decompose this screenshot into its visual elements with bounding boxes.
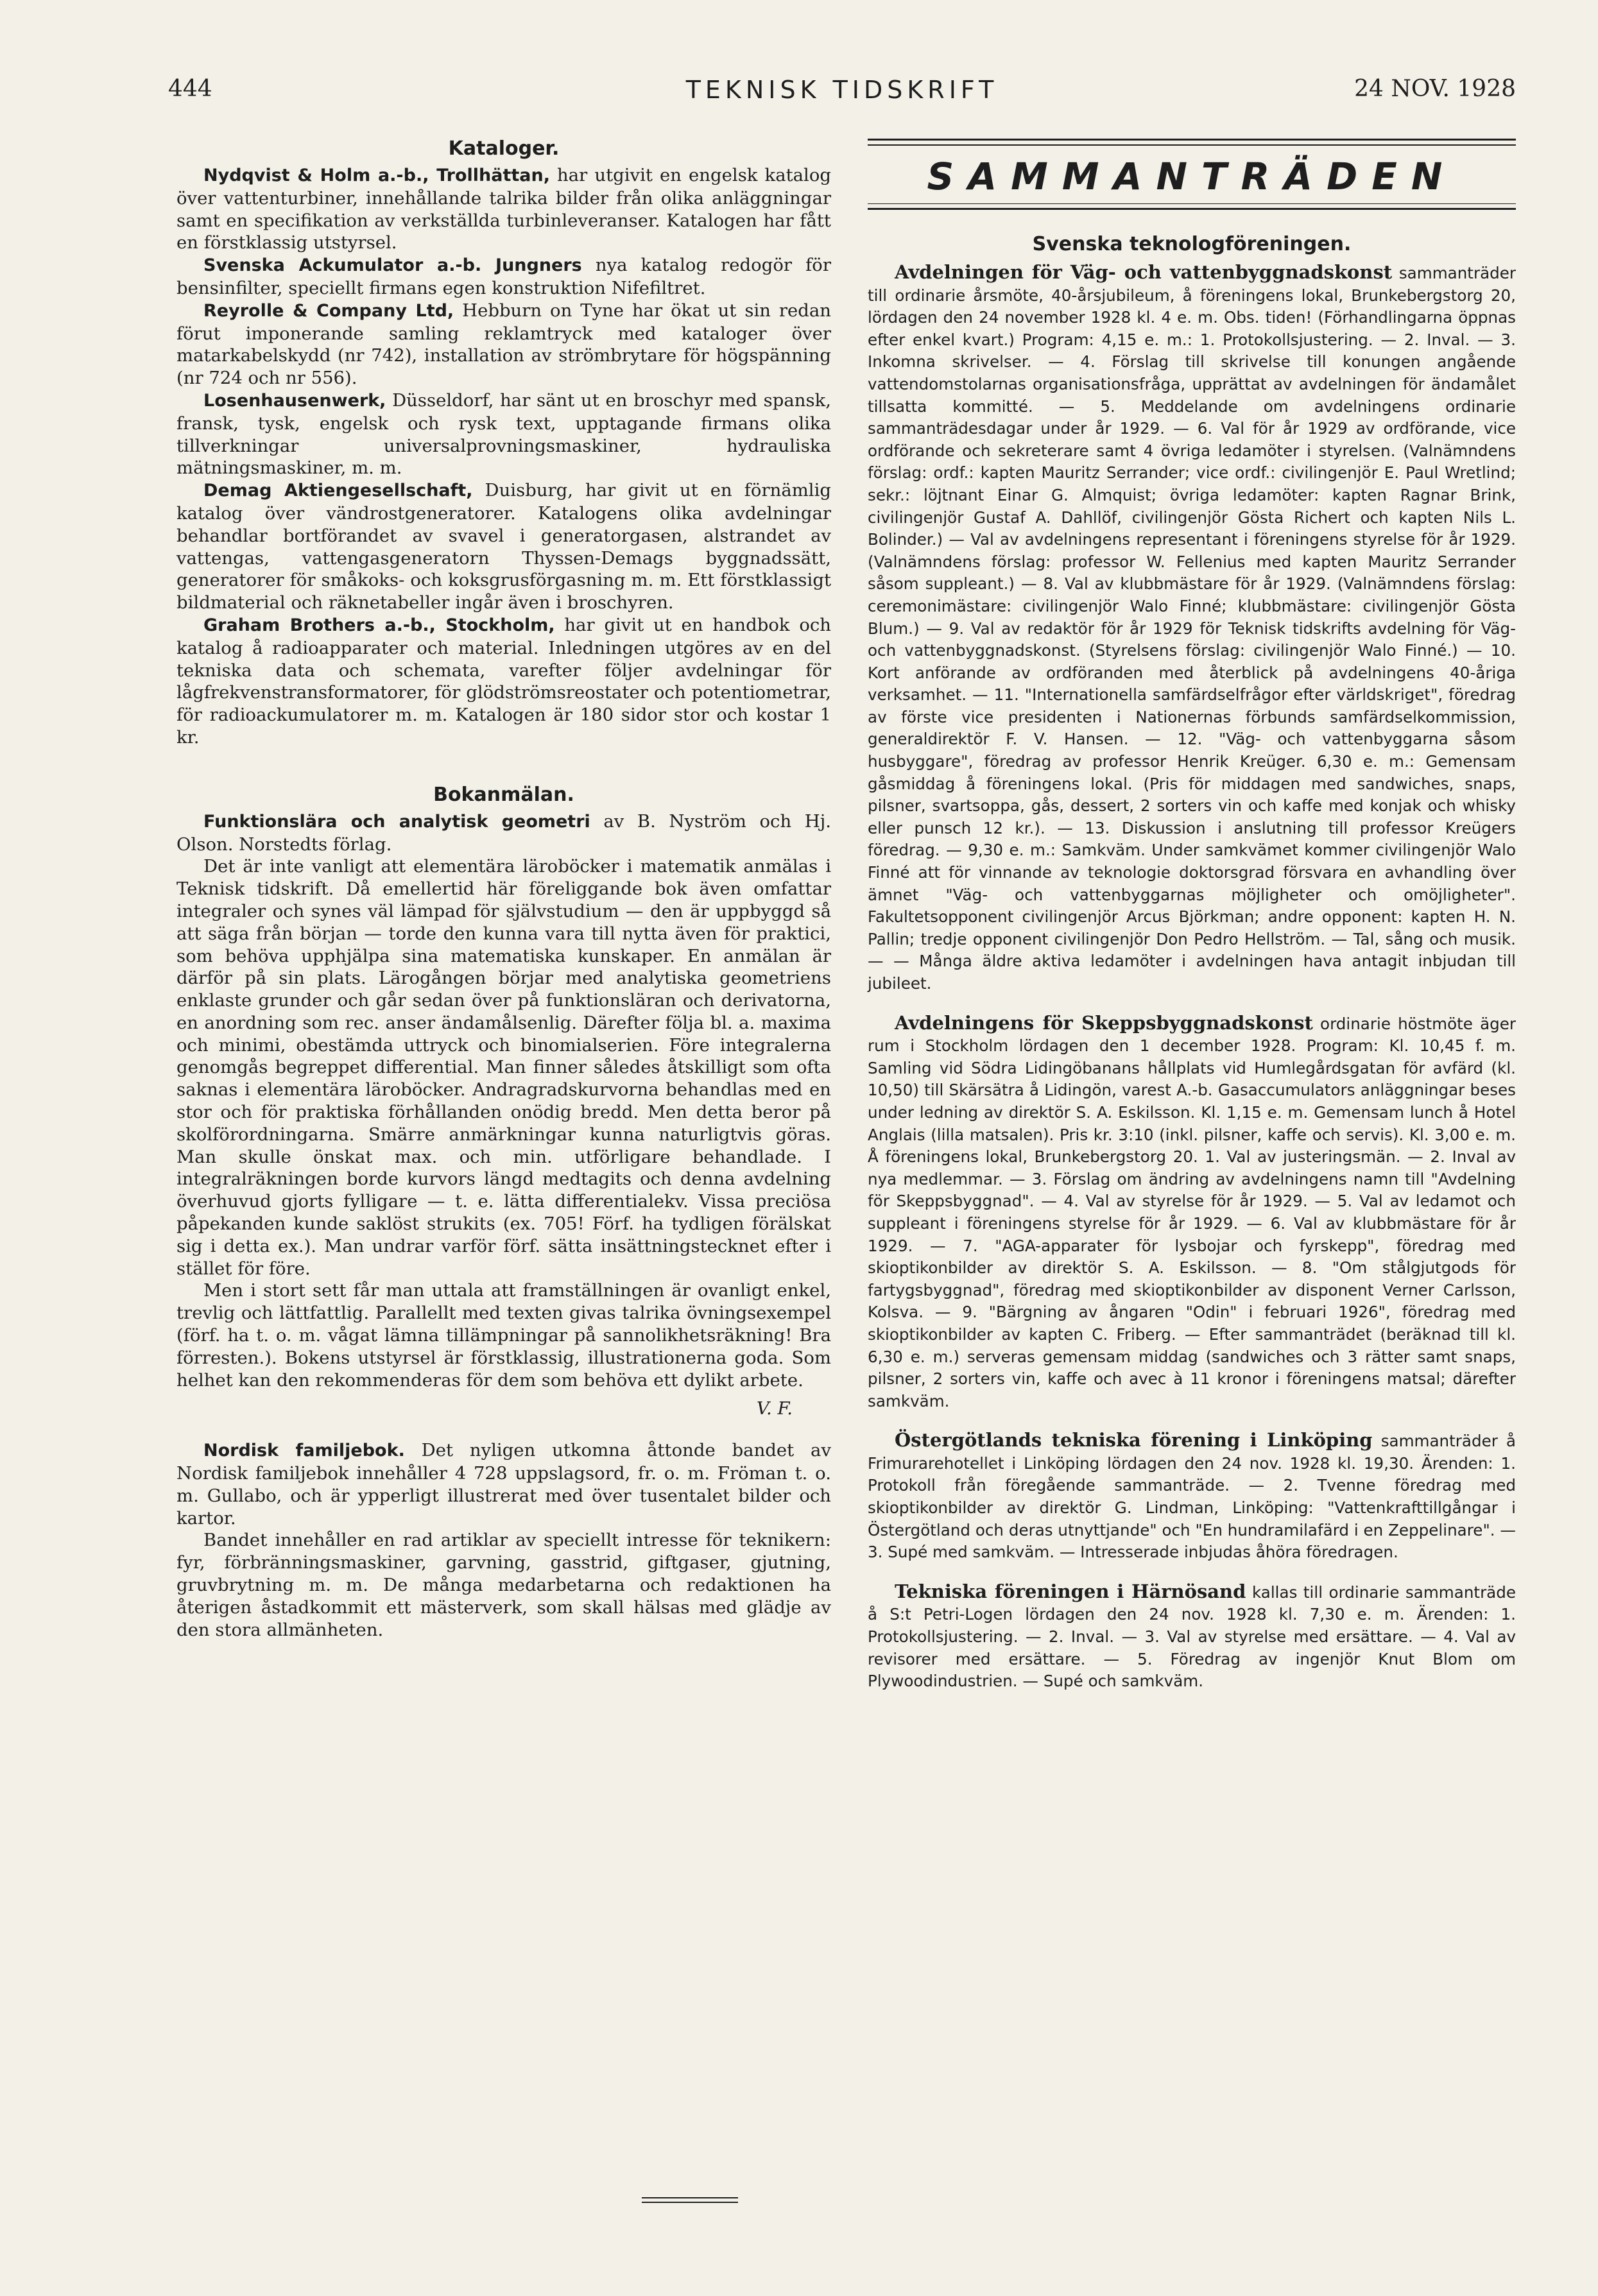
catalog-entry-text: Hebburn on Tyne har ökat ut sin redan förut imponerande samling reklamtryck med kataloger över matarkabelskydd (nr 742), installation av strömbrytare för högspänning (nr 724 och nr 556). <box>176 300 831 389</box>
catalog-entry <box>176 614 831 749</box>
meeting-lead: Avdelningen för Väg- och vattenbyggnadskonst <box>895 261 1393 283</box>
catalog-entry-lead: Demag Aktiengesellschaft, <box>203 481 473 501</box>
meeting-notice <box>868 1012 1516 1413</box>
catalog-entry <box>176 300 831 390</box>
meeting-text: sammanträder å Frimurarehotellet i Linköping lördagen den 24 nov. 1928 kl. 19,30. Ärenden: 1. Protokoll från föregående sammanträde. — 2. Tvenne föredrag med skioptikonbilder av direktör G. Lindman, Linköping: "Vattenkrafttillgångar i Östergötland och deras utnyttjande" och "En hundramilafärd i en Zeppelinare". — 3. Supé med samkväm. — Intresserade inbjudas åhöra föredragen. <box>868 1432 1516 1562</box>
banner-rule-top <box>868 139 1516 141</box>
meeting-lead: Tekniska föreningen i Härnösand <box>895 1580 1246 1602</box>
review-signature: V. F. <box>756 1398 793 1419</box>
meeting-notice <box>868 1581 1516 1693</box>
catalog-entry-lead: Reyrolle & Company Ltd, <box>203 300 454 321</box>
meeting-text: ordinarie höstmöte äger rum i Stockholm lördagen den 1 december 1928. Program: Kl. 10,45 f. m. Samling vid Södra Lidingöbanans hållplats vid Humlegårdsgatan för avfärd (kl. 10,50) till Skärsätra å Lidingön, varest A.-b. Gasaccumulators anläggningar beses under ledning av direktör S. A. Eskilsson. Kl. 1,15 e. m. Gemensam lunch å Hotel Anglais (lilla matsalen). Pris kr. 3:10 (inkl. pilsner, kaffe och servis). Kl. 3,00 e. m. Å föreningens lokal, Brunkebergstorg 20. 1. Val av justeringsmän. — 2. Inval av nya medlemmar. — 3. Förslag om ändring av avdelningens namn till "Avdelning för Skeppsbyggnad". — 4. Val av styrelse för år 1929. — 5. Val av ledamot och suppleant i föreningens styrelse för år 1929. — 6. Val av klubbmästare för år 1929. — 7. "AGA-apparater för lysbojar och fyrskepp", föredrag med skioptikonbilder av direktör S. A. Eskilsson. — 8. "Om stålgjutgods för fartygsbyggnad", föredrag med skioptikonbilder av disponent Verner Carlsson, Kolsva. — 9. "Bärgning av ångaren "Odin" i februari 1926", föredrag med skioptikonbilder av kapten C. Friberg. — Efter sammanträdet (beräknad till kl. 6,30 e. m.) serveras gemensam middag (sandwiches och 3 rätter samt snaps, pilsner, 2 sorters vin, kaffe och avec à 11 kronor i föreningens matsal; därefter samkväm. <box>868 1014 1516 1410</box>
review-title <box>176 810 831 856</box>
banner-rule-bottom <box>868 208 1516 210</box>
catalog-entry-text: Duisburg, har givit ut en förnämlig katalog över vändrostgeneratorer. Katalogens olika avdelningar behandlar bortförandet av svavel i generatorgasen, alstrandet av vattengas, vattengasgeneratorn Thyssen-Demags byggnadssätt, generatorer för småkoks- och koksgrusförgasning m. m. Ett förstklassigt bildmaterial och räknetabeller ingår även i broschyren. <box>176 480 831 613</box>
review-title-text: av B. Nyström och Hj. Olson. Norstedts förlag. <box>176 810 831 855</box>
familjebok-paragraph <box>176 1439 831 1529</box>
catalog-entry-lead: Nydqvist & Holm a.-b., Trollhättan, <box>203 166 550 185</box>
review-paragraph: Det är inte vanligt att elementära läroböcker i matematik anmälas i Teknisk tidskrift. Då emellertid här föreliggande bok även omfattar integraler och synes väl lämpad för självstudium — den är uppbyggd så att säga från början — torde den kunna vara till nytta även för praktici, som behöva upphjälpa sina matematiska kunskaper. En anmälan är därför på sin plats. Lärogången börjar med analytiska geometriens enklaste grunder och går sedan över på funktionsläran och derivatorna, en anordning som rec. anser ändamålsenlig. Därefter följa bl. a. maxima och minimi, obestämda uttryck och binomialserien. Före integralerna genomgås begreppet differential. Man finner således åtskilligt som ofta saknas i elementära läroböcker. Andragradskurvorna behandlas med en stor och för praktiska förhållanden onödig bredd. Men detta beror på skolförordningarna. Smärre anmärkningar kunna naturligtvis göras. Man skulle önskat max. och min. utförligare behandlade. I integralräkningen borde kurvors längd medtagits och denna avdelning överhuvud gjorts fylligare — t. e. lätta differentialekv. Vissa preciösa påpekanden kunde saklöst strukits (ex. 705! Förf. ha tydligen förälskat sig i detta ex.). Man undrar varför förf. sätta insättningstecknet efter i stället för före. <box>176 856 831 1279</box>
section-heading-kataloger: Kataloger. <box>448 137 560 160</box>
catalog-entry <box>176 254 831 300</box>
issue-date: 24 NOV. 1928 <box>1354 76 1516 102</box>
right-column <box>868 136 1516 1693</box>
page-number: 444 <box>168 76 212 102</box>
org-heading: Svenska teknologföreningen. <box>1032 233 1352 255</box>
meeting-text: kallas till ordinarie sammanträde å S:t Petri-Logen lördagen den 24 nov. 1928 kl. 7,30 e. m. Ärenden: 1. Protokollsjustering. — 2. Inval. — 3. Val av styrelse med ersättare. — 4. Val av revisorer med ersättare. — 5. Föredrag av ingenjör Knut Blom om Plywoodindustrien. — Supé och samkväm. <box>868 1582 1516 1691</box>
sammantraden-banner <box>868 139 1516 210</box>
catalog-entry-lead: Svenska Ackumulator a.-b. Jungners <box>203 255 582 276</box>
familjebok-lead: Nordisk familjebok. <box>203 1441 405 1461</box>
meeting-text: sammanträder till ordinarie årsmöte, 40-årsjubileum, å föreningens lokal, Brunkebergstorg 20, lördagen den 24 november 1928 kl. 4 e. m. Obs. tiden! (Förhandlingarna öppnas efter enkel kvart.) Program: 4,15 e. m.: 1. Protokollsjustering. — 2. Inval. — 3. Inkomna skrivelser. — 4. Förslag till skrivelse till konungen angående vattendomstolarnas organisationsfråga, upprättat av avdelningen för ändamålet tillsatta kommitté. — 5. Meddelande om avdelningens ordinarie sammanträdesdagar under år 1929. — 6. Val för år 1929 av ordförande, vice ordförande och sekreterare samt 4 övriga ledamöter i styrelsen. (Valnämndens förslag: ordf.: kapten Mauritz Serrander; vice ordf.: civilingenjör E. Paul Wretlind; sekr.: löjtnant Einar G. Almquist; övriga ledamöter: kapten Ragnar Brink, civilingenjör Gustaf A. Dahllöf, civilingenjör Gösta Richert och kapten Nils L. Bolinder.) — Val av avdelningens representant i föreningens styrelse för år 1929. (Valnämndens förslag: professor W. Fellenius med kapten Mauritz Serrander såsom suppleant.) — 8. Val av klubbmästare för år 1929. (Valnämndens förslag: ceremonimästare: civilingenjör Walo Finné; klubbmästare: civilingenjör Gösta Blum.) — 9. Val av redaktör för år 1929 för Teknisk tidskrifts avdelning för Väg- och vattenbyggnadskonst. (Styrelsens förslag: civilingenjör Walo Finné.) — 10. Kort anförande av ordföranden med återblick på avdelningens 40-åriga verksamhet. — 11. "Internationella samfärdselfrågor efter världskriget", föredrag av förste vice presidenten i Nationernas förbunds samfärdselkommission, generaldirektör F. V. Hansen. — 12. "Väg- och vattenbyggarna såsom husbyggare", föredrag av professor Henrik Kreüger. 6,30 e. m.: Gemensam gåsmiddag å föreningens lokal. (Pris för middagen med sandwiches, snaps, pilsner, svartsoppa, gås, dessert, 2 sorters vin och kaffe med konjak och whisky eller punsch 12 kr.). — 13. Diskussion i anslutning till professor Kreügers föredrag. — 9,30 e. m.: Samkväm. Under samkvämet kommer civilingenjör Walo Finné att för vinnande av teknologie doktorsgrad försvara en avhandling över ämnet "Väg- och vattenbyggarnas möjligheter och omöjligheter". Fakultetsopponent civilingenjör Arcus Björkman; andre opponent: kapten H. N. Pallin; tredje opponent civilingenjör Don Pedro Hellström. — Tal, sång och musik. — — Många äldre aktiva ledamöter i avdelningen hava antagit inbjudan till jubileet. <box>868 264 1516 993</box>
running-header <box>168 76 1516 114</box>
review-title-lead: Funktionslära och analytisk geometri <box>203 811 590 832</box>
banner-title: SAMMANTRÄDEN <box>927 154 1457 198</box>
meeting-notice <box>868 1429 1516 1564</box>
section-heading-bokanmalan: Bokanmälan. <box>433 783 574 806</box>
catalog-entry <box>176 479 831 614</box>
familjebok-paragraph-2: Bandet innehåller en rad artiklar av speciellt intresse för teknikern: fyr, förbränningsmaskiner, garvning, gasstrid, giftgaser, gjutning, gruvbrytning m. m. De många medarbetarna och redaktionen ha återigen åstadkommit ett mästerverk, som skall hälsas med glädje av den stora allmänheten. <box>176 1530 831 1640</box>
banner-rule-top-thin <box>868 144 1516 146</box>
catalog-entry-text: nya katalog redogör för bensinfilter, speciellt firmans egen konstruktion Nifefiltret. <box>176 255 831 298</box>
catalog-entry-lead: Graham Brothers a.-b., Stockholm, <box>203 615 555 635</box>
meeting-notice <box>868 261 1516 995</box>
journal-title: TEKNISK TIDSKRIFT <box>685 76 999 104</box>
banner-rule-bottom-thin <box>868 203 1516 205</box>
catalog-entry-lead: Losenhausenwerk, <box>203 390 386 411</box>
left-column <box>176 136 831 1641</box>
meeting-lead: Avdelningens för Skeppsbyggnadskonst <box>895 1011 1313 1034</box>
meeting-lead: Östergötlands tekniska förening i Linköping <box>895 1429 1373 1452</box>
catalog-entry-text: har givit ut en handbok och katalog å radioapparater och material. Inledningen utgöres av en del tekniska data och schemata, varefter följer avdelningar för lågfrekvenstransformatorer, för glödströmsreostater och potentiometrar, för radioackumulatorer m. m. Katalogen är 180 sidor stor och kostar 1 kr. <box>176 614 831 748</box>
catalog-entry <box>176 390 831 479</box>
catalog-entry-text: har utgivit en engelsk katalog över vattenturbiner, innehållande talrika bilder från olika anläggningar samt en specifikation av verkställda turbinleveranser. Katalogen har fått en förstklassig utstyrsel. <box>176 165 832 253</box>
familjebok-text: Det nyligen utkomna åttonde bandet av Nordisk familjebok innehåller 4 728 uppslagsord, fr. o. m. Fröman t. o. m. Gullabo, och är ypperligt illustrerat med över tusentalet bilder och kartor. <box>176 1440 831 1529</box>
end-rule <box>642 2197 738 2206</box>
catalog-entry <box>176 164 831 254</box>
catalog-entry-text: Düsseldorf, har sänt ut en broschyr med spansk, fransk, tysk, engelsk och rysk text, upptagande firmans olika tillverkningar universalprovningsmaskiner, hydrauliska mätningsmaskiner, m. m. <box>176 390 831 479</box>
review-paragraph: Men i stort sett får man uttala att framställningen är ovanligt enkel, trevlig och lättfattlig. Parallellt med texten givas talrika övningsexempel (förf. ha t. o. m. vågat lämna tillämpningar på sannolikhetsräkning! Bra förresten.). Bokens utstyrsel är förstklassig, illustrationerna goda. Som helhet kan den rekommenderas för dem som behöva ett dylikt arbete. <box>176 1280 831 1391</box>
